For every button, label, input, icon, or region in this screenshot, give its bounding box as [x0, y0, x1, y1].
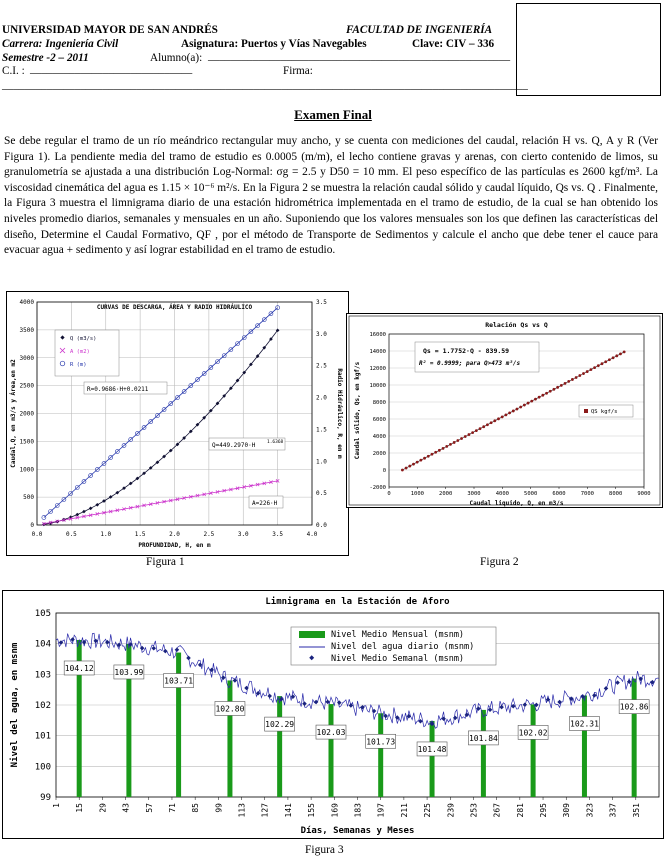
series-q-point — [89, 506, 93, 510]
x-tick-label: 351 — [631, 803, 641, 818]
series-q-point — [102, 499, 106, 503]
x-tick-label: 5000 — [524, 491, 538, 497]
data-point — [445, 445, 448, 448]
data-point — [497, 417, 500, 420]
x-tick-label: 0.0 — [31, 531, 43, 538]
x-axis-label: PROFUNDIDAD, H, en m — [138, 542, 211, 549]
weekly-point — [186, 656, 191, 661]
data-point — [567, 380, 570, 383]
legend-marker — [584, 409, 588, 413]
x-tick-label: 2000 — [439, 491, 453, 497]
x-axis-label: Días, Semanas y Meses — [300, 826, 415, 836]
equation-a: A=226·H — [252, 500, 278, 507]
x-tick-label: 2.0 — [169, 531, 180, 538]
weekly-point — [151, 646, 156, 651]
x-tick-label: 267 — [492, 803, 502, 818]
x-tick-label: 295 — [539, 803, 549, 818]
semester: Semestre -2 – 2011 — [2, 52, 89, 64]
figure-3-caption: Figura 3 — [305, 844, 344, 856]
data-point — [586, 370, 589, 373]
weekly-point — [267, 694, 272, 699]
x-tick-label: 127 — [260, 803, 270, 818]
data-point — [493, 419, 496, 422]
exam-title: Examen Final — [294, 107, 372, 122]
x-tick-label: 1 — [52, 803, 61, 808]
y-tick-label: 99 — [40, 793, 51, 803]
x-axis-label: Caudal liquido, Q, en m3/s — [469, 500, 564, 507]
y-tick-label: 0 — [30, 522, 34, 529]
data-point — [423, 457, 426, 460]
monthly-label: 102.03 — [316, 728, 346, 738]
y2-tick-label: 2.5 — [316, 362, 327, 370]
data-point — [460, 437, 463, 440]
data-point — [615, 354, 618, 357]
y-tick-label: 12000 — [369, 366, 386, 372]
monthly-label: 102.02 — [518, 728, 548, 738]
legend-label-weekly: Nivel Medio Semanal (msnm) — [331, 654, 465, 664]
monthly-bar — [531, 704, 536, 797]
weekly-point — [221, 675, 226, 680]
y-tick-label: 3000 — [19, 354, 34, 362]
x-tick-label: 15 — [75, 803, 85, 813]
x-tick-label: 211 — [399, 803, 409, 818]
x-tick-label: 6000 — [552, 491, 566, 497]
monthly-bar — [430, 721, 435, 797]
separator-line: ______________________________________________________________________________________________ — [2, 79, 528, 91]
figure-1-caption: Figura 1 — [146, 556, 185, 568]
data-point — [523, 404, 526, 407]
data-point — [545, 392, 548, 395]
series-q-point — [82, 510, 86, 514]
career: Carrera: Ingeniería Civil — [2, 38, 119, 50]
x-tick-label: 225 — [423, 803, 433, 818]
legend-label: A (m2) — [70, 349, 90, 355]
chart-title: Relación Qs vs Q — [485, 321, 548, 329]
y-axis-label: Caudal,Q, en m3/s y Área,en m2 — [10, 359, 17, 468]
y-tick-label: 6000 — [372, 417, 386, 423]
data-point — [486, 423, 489, 426]
weekly-point — [476, 706, 481, 711]
x-tick-label: 197 — [376, 803, 386, 818]
y-tick-label: 2500 — [19, 382, 34, 390]
weekly-point — [523, 702, 528, 707]
data-point — [405, 467, 408, 470]
data-point — [408, 465, 411, 468]
series-q-point — [95, 503, 99, 507]
chart-title: Limnigrama en la Estación de Aforo — [265, 597, 450, 607]
weekly-point — [453, 716, 458, 721]
x-tick-label: 141 — [283, 803, 293, 818]
x-tick-label: 29 — [98, 803, 108, 813]
signature-label: Firma: — [283, 65, 313, 77]
y-tick-label: 103 — [34, 670, 51, 681]
legend-label: QS kgf/s — [591, 409, 618, 415]
data-point — [549, 390, 552, 393]
data-point — [453, 441, 456, 444]
data-point — [534, 398, 537, 401]
figure-3-frame — [2, 590, 664, 839]
y2-tick-label: 0.5 — [316, 490, 327, 498]
data-point — [597, 364, 600, 367]
y-axis-label: Nivel del agua, en msnm — [10, 642, 20, 768]
data-point — [564, 382, 567, 385]
data-point — [575, 376, 578, 379]
data-point — [590, 368, 593, 371]
y-tick-label: 104 — [34, 639, 51, 650]
data-point — [527, 402, 530, 405]
monthly-label: 103.71 — [164, 676, 194, 686]
data-point — [541, 394, 544, 397]
y2-axis-label: Radio Hidráulico, R, en m — [336, 368, 343, 459]
x-tick-label: 2.5 — [203, 531, 215, 538]
problem-statement: Se debe regular el tramo de un río meándrico rectangular muy ancho, y se cuenta con mediciones del caudal, relación H vs. Q, A y R (Ver Figura 1). La pendiente media del tramo de estudio es 0.0005 (m/m), el lecho contiene gravas y arenas, con cierto contenido de limos, su granulometría se ajustada a una distribución Log-Normal: σg = 2.5 y D50 = 10 mm. El peso específico de las partículas es 2600 kgf/m³. La viscosidad cinemática del agua es 1.15 × 10⁻⁶ m²/s. En la Figura 2 se muestra la relación caudal sólido y caudal líquido, Qs vs. Q . Finalmente, la Figura 3 muestra el limnigrama diario de una estación hidrométrica implementada en el tramo de estudio, de la cual se han obtenido los niveles promedio diarios, semanales y mensuales en un año. Suponiendo que los valores mensuales son los que definen las características del diseño, Determine el Caudal Formativo, QF , por el método de Transporte de Sedimentos y calcule el ancho que debe tener el cauce para evacuar agua + sedimento y así lograr estabilidad en el tramo de estudio. — [4, 135, 658, 257]
y2-tick-label: 3.0 — [316, 330, 327, 338]
x-tick-label: 0.5 — [65, 531, 77, 538]
y-tick-label: 102 — [34, 701, 51, 711]
data-point — [416, 461, 419, 464]
monthly-label: 104.12 — [64, 663, 94, 673]
data-point — [504, 413, 507, 416]
weekly-point — [499, 705, 504, 710]
monthly-label: 102.80 — [215, 704, 245, 714]
x-tick-label: 3.5 — [272, 531, 284, 538]
data-point — [479, 427, 482, 430]
y2-tick-label: 0.0 — [316, 522, 327, 529]
monthly-bar — [582, 695, 587, 797]
y-tick-label: 16000 — [369, 332, 386, 338]
data-point — [434, 451, 437, 454]
x-tick-label: 57 — [144, 803, 154, 813]
y-tick-label: 10000 — [369, 383, 386, 389]
figure-1-chart — [7, 292, 348, 555]
x-tick-label: 169 — [330, 803, 340, 818]
data-point — [519, 406, 522, 409]
x-tick-label: 7000 — [580, 491, 594, 497]
x-tick-label: 309 — [562, 803, 572, 818]
x-tick-label: 155 — [307, 803, 317, 818]
y-tick-label: 4000 — [372, 434, 386, 440]
x-tick-label: 323 — [585, 803, 595, 818]
data-point — [604, 360, 607, 363]
x-tick-label: 85 — [191, 803, 201, 813]
x-tick-label: 1.5 — [134, 531, 146, 538]
weekly-point — [337, 700, 342, 705]
monthly-bar — [227, 680, 232, 797]
y-tick-label: 0 — [382, 468, 386, 474]
chart-title: CURVAS DE DESCARGA, ÁREA Y RADIO HIDRÁULICO — [96, 304, 253, 311]
legend-label-daily: Nivel del agua diario (msnm) — [331, 642, 475, 652]
data-point — [438, 449, 441, 452]
weekly-point — [383, 714, 388, 719]
y2-tick-label: 1.5 — [316, 426, 327, 434]
data-point — [512, 410, 515, 413]
data-point — [556, 386, 559, 389]
data-point — [608, 358, 611, 361]
data-point — [538, 396, 541, 399]
data-point — [412, 463, 415, 466]
y-tick-label: 1000 — [19, 466, 34, 474]
x-tick-label: 0 — [387, 491, 391, 497]
data-point — [401, 469, 404, 472]
data-point — [530, 400, 533, 403]
y2-tick-label: 1.0 — [316, 458, 327, 466]
data-point — [501, 415, 504, 418]
x-tick-label: 1000 — [410, 491, 424, 497]
y2-tick-label: 2.0 — [316, 394, 327, 402]
data-point — [419, 459, 422, 462]
y-tick-label: 2000 — [19, 410, 34, 418]
monthly-label: 102.29 — [265, 720, 295, 730]
monthly-label: 102.31 — [570, 719, 599, 729]
university-name: UNIVERSIDAD MAYOR DE SAN ANDRÉS — [2, 24, 218, 36]
monthly-label: 103.99 — [114, 667, 144, 677]
data-point — [442, 447, 445, 450]
data-point — [449, 443, 452, 446]
data-point — [471, 431, 474, 434]
data-point — [571, 378, 574, 381]
x-tick-label: 8000 — [609, 491, 623, 497]
data-point — [490, 421, 493, 424]
x-tick-label: 3000 — [467, 491, 481, 497]
data-point — [508, 412, 511, 415]
data-point — [623, 350, 626, 353]
x-tick-label: 113 — [237, 803, 247, 818]
figure-3-chart — [3, 591, 663, 838]
monthly-bar — [481, 710, 486, 797]
data-point — [619, 352, 622, 355]
figure-2-chart — [347, 314, 662, 507]
weekly-point — [175, 647, 180, 652]
x-tick-label: 337 — [608, 803, 618, 818]
x-tick-label: 9000 — [637, 491, 651, 497]
data-point — [464, 435, 467, 438]
y-tick-label: 1500 — [19, 438, 34, 446]
data-point — [612, 356, 615, 359]
data-point — [593, 366, 596, 369]
y-tick-label: 100 — [34, 762, 51, 773]
x-tick-label: 253 — [469, 803, 479, 818]
equation-line-1: Qs = 1.7752·Q - 839.59 — [423, 347, 510, 355]
student-label: Alumno(a): — [150, 52, 203, 64]
weekly-point — [198, 663, 203, 668]
figure-1-frame — [6, 291, 349, 556]
data-point — [427, 455, 430, 458]
data-point — [482, 425, 485, 428]
series-r-point — [42, 515, 46, 519]
weekly-point — [488, 708, 493, 713]
x-tick-label: 43 — [121, 803, 131, 813]
y-tick-label: 4000 — [19, 299, 34, 306]
x-tick-label: 183 — [353, 803, 363, 818]
monthly-label: 101.73 — [366, 737, 396, 747]
weekly-point — [604, 686, 609, 691]
legend-label: Q (m3/s) — [70, 336, 97, 342]
weekly-point — [233, 678, 238, 683]
monthly-bar — [328, 704, 333, 797]
weekly-point — [592, 693, 597, 698]
series-a-line — [44, 481, 278, 524]
y-tick-label: 3500 — [19, 326, 34, 334]
data-point — [582, 372, 585, 375]
data-point — [475, 429, 478, 432]
weekly-point — [163, 649, 168, 654]
data-point — [553, 388, 556, 391]
equation-q: Q=449.2970·H — [212, 442, 256, 449]
data-point — [468, 433, 471, 436]
ci-line[interactable]: _____________________________ — [30, 63, 193, 75]
y-tick-label: 500 — [23, 494, 34, 502]
y-axis-label: Caudal sólido, Qs, en kgf/s — [354, 361, 361, 460]
y2-tick-label: 3.5 — [316, 299, 327, 306]
x-tick-label: 99 — [214, 803, 224, 813]
monthly-bar — [378, 713, 383, 797]
x-tick-label: 71 — [167, 803, 177, 813]
data-point — [516, 408, 519, 411]
x-tick-label: 3.0 — [237, 531, 249, 538]
y-tick-label: 8000 — [372, 400, 386, 406]
x-tick-label: 281 — [515, 803, 525, 818]
data-point — [431, 453, 434, 456]
subject: Asignatura: Puertos y Vías Navegables — [181, 38, 367, 50]
legend-label: R (m) — [70, 362, 87, 368]
y-tick-label: 101 — [34, 731, 51, 742]
faculty-name: FACULTAD DE INGENIERÍA — [346, 24, 493, 36]
equation-q-exponent: 1.6368 — [267, 440, 284, 445]
equation-line-2: R² = 0.9999; para Q>473 m³/s — [419, 360, 521, 367]
y-tick-label: 105 — [34, 609, 51, 619]
y-tick-label: 2000 — [372, 451, 386, 457]
data-point — [601, 362, 604, 365]
weekly-point — [140, 646, 145, 651]
weekly-point — [256, 691, 261, 696]
equation-r: R=0.9686·H+0.0211 — [87, 386, 149, 393]
x-tick-label: 239 — [446, 803, 456, 818]
monthly-label: 102.86 — [619, 702, 649, 712]
legend-label-monthly: Nivel Medio Mensual (msnm) — [331, 630, 465, 640]
ci-label: C.I. : — [2, 65, 25, 77]
x-tick-label: 4.0 — [306, 531, 318, 538]
figure-2-caption: Figura 2 — [480, 556, 519, 568]
legend-marker-monthly — [299, 631, 325, 638]
monthly-bar — [277, 696, 282, 797]
data-point — [578, 374, 581, 377]
figure-2-frame — [346, 313, 663, 508]
monthly-bar — [632, 679, 637, 797]
x-tick-label: 1.0 — [100, 531, 112, 538]
weekly-point — [557, 700, 562, 705]
y-tick-label: -2000 — [369, 485, 386, 491]
weekly-point — [650, 680, 655, 685]
data-point — [560, 384, 563, 387]
course-code: Clave: CIV – 336 — [412, 38, 495, 50]
x-tick-label: 4000 — [495, 491, 509, 497]
student-line[interactable]: ______________________________________________________ — [208, 50, 511, 62]
weekly-point — [349, 703, 354, 708]
photo-box — [516, 3, 661, 96]
monthly-label: 101.48 — [417, 744, 447, 754]
data-point — [456, 439, 459, 442]
y-tick-label: 14000 — [369, 349, 386, 355]
monthly-label: 101.84 — [468, 733, 498, 743]
